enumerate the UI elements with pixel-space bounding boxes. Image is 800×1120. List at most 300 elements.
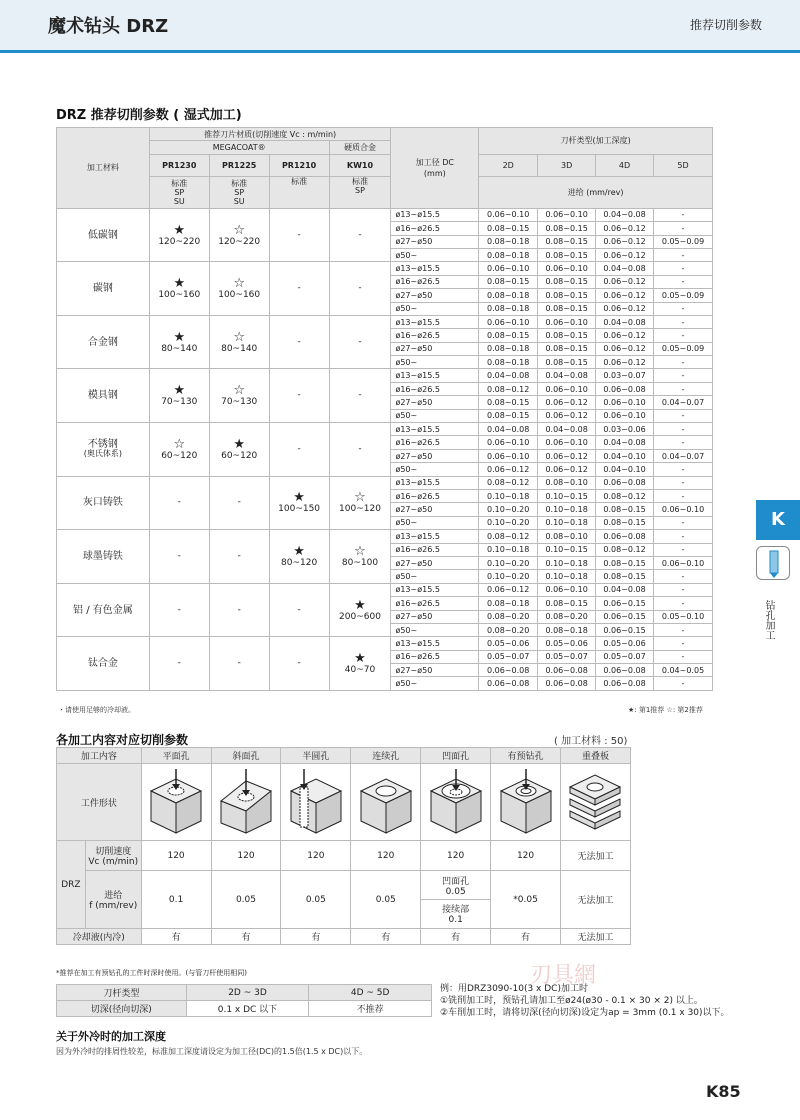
feed-cell: 0.10~0.20 [479,570,538,583]
feed-cell: 0.06~0.12 [596,235,654,248]
diameter-cell: ø13~ø15.5 [391,476,479,489]
speed-cell [209,637,269,691]
speed-value: - [297,336,301,347]
material-label: 灰口铸铁 [82,497,123,509]
grade-sub-pr1210: 标准 [269,176,329,208]
recommendation-star-icon: ☆ [233,329,246,345]
speed-cell [209,262,269,316]
feed-cell: 0.10~0.20 [479,556,538,569]
feed-cell: 0.08~0.15 [479,222,538,235]
material-name [57,530,150,584]
recommendation-star-icon: ☆ [233,276,246,292]
speed-cell [269,315,329,369]
feed-cell-concave [421,871,491,929]
feed-cell: 0.08~0.15 [538,597,596,610]
feed-cell: 0.08~0.20 [479,623,538,636]
material-label: 模具钢 [87,390,118,402]
feed-cell: 0.10~0.15 [538,489,596,502]
feed-cell: 0.06~0.12 [596,302,654,315]
speed-cell: 120 [141,841,211,871]
speed-cell [329,476,391,530]
feed-cell: 0.06~0.10 [538,262,596,275]
header-shank-type: 刀杆类型(加工深度) [479,128,713,155]
recommendation-star-icon: ★ [354,651,366,667]
example-line-2: ①铣削加工时，预钻孔请加工至ø24(ø30 - 0.1 × 30 × 2) 以上。 [440,996,703,1006]
speed-value: - [358,443,362,454]
feed-cell: 0.08~0.15 [479,275,538,288]
speed-cell: 120 [281,841,351,871]
diameter-cell: ø16~ø26.5 [391,382,479,395]
feed-cell: 0.10~0.18 [538,516,596,529]
feed-cell: 0.04~0.08 [596,436,654,449]
material-row [57,208,713,221]
feed-cell: 0.08~0.15 [538,302,596,315]
speed-cell: 120 [491,841,561,871]
cube-continuous-hole-icon [355,767,417,837]
feed-cell: - [654,476,713,489]
feed-cell: 0.05 [351,871,421,929]
feed-cell: 0.08~0.15 [538,248,596,261]
header-section-label: 推荐切削参数 [689,18,762,32]
section-title-applications: 各加工内容对应切削参数 [56,733,189,747]
speed-cell [149,583,209,637]
feed-cell: - [654,208,713,221]
feed-cell: 0.04~0.08 [596,208,654,221]
col-continuous-hole: 连续孔 [351,748,421,764]
feed-cell: 0.06~0.12 [596,356,654,369]
feed-cell: 0.06~0.15 [596,610,654,623]
speed-value: - [297,283,301,294]
speed-value: 100~120 [339,504,381,515]
recommendation-star-icon: ★ [173,329,186,345]
speed-cell [209,530,269,584]
junction-value: 0.1 [448,915,463,925]
page-header [0,0,800,50]
feed-cell: 0.06~0.12 [538,409,596,422]
diameter-cell: ø50~ [391,677,479,690]
speed-cell [149,530,209,584]
speed-value: 60~120 [161,450,198,461]
feed-cell: 0.06~0.08 [538,677,596,690]
feed-cell: 0.08~0.15 [479,329,538,342]
feed-cell: - [654,597,713,610]
feed-cell: 0.08~0.20 [538,610,596,623]
shape-inclined-hole [211,764,281,841]
feed-cell: 0.08~0.20 [479,610,538,623]
shape-half-hole [281,764,351,841]
feed-cell: 0.06~0.10 [479,436,538,449]
feed-cell: - [654,516,713,529]
header-radial-depth: 切深(径向切深) [57,1001,187,1017]
feed-cell: 0.05~0.06 [538,637,596,650]
feed-cell: 0.05~0.07 [538,650,596,663]
coolant-cell: 有 [281,929,351,945]
diameter-cell: ø50~ [391,409,479,422]
material-label: 碳钢 [92,283,113,295]
diameter-cell: ø50~ [391,356,479,369]
feed-cell: 0.08~0.15 [538,222,596,235]
feed-cell: 0.05~0.07 [596,650,654,663]
speed-cell [149,637,209,691]
material-row [57,583,713,596]
material-sublabel: (奥氏体系) [83,449,123,459]
example-line-3: ②车削加工时，请将切深(径向切深)设定为ap = 3mm (0.1 x 30)以下。 [440,1008,730,1018]
feed-cell: 0.03~0.07 [596,369,654,382]
feed-cell: 0.10~0.18 [538,556,596,569]
speed-value: 60~120 [221,450,258,461]
diameter-cell: ø13~ø15.5 [391,315,479,328]
diameter-cell: ø50~ [391,302,479,315]
speed-value: 80~100 [341,557,379,568]
speed-value: - [358,229,362,240]
speed-value: - [297,229,301,240]
diameter-cell: ø16~ø26.5 [391,597,479,610]
grade-pr1225: PR1225 [209,154,269,176]
coolant-cell: 无法加工 [560,929,630,945]
diameter-cell: ø50~ [391,248,479,261]
feed-cell: 0.06~0.08 [596,530,654,543]
feed-cell: - [654,262,713,275]
feed-cell: - [654,248,713,261]
shape-stacked-plate [560,764,630,841]
speed-value: - [358,283,362,294]
coolant-cell: 有 [211,929,281,945]
shape-pre-drilled-hole [491,764,561,841]
feed-cell: 0.04~0.05 [654,664,713,677]
feed-cell: 0.10~0.18 [479,489,538,502]
side-chapter-label: 钻孔加工 [763,600,774,640]
speed-cell [329,369,391,423]
speed-cell [209,476,269,530]
feed-cell: - [654,463,713,476]
feed-cell: 0.06~0.10 [596,396,654,409]
page-number: K85 [706,1082,741,1101]
diameter-cell: ø16~ø26.5 [391,489,479,502]
feed-cell: 0.06~0.08 [479,664,538,677]
feed-cell: 0.08~0.18 [479,597,538,610]
feed-cell: 0.08~0.15 [538,289,596,302]
header-carbide: 硬质合金 [329,141,391,154]
feed-cell: - [654,315,713,328]
diameter-cell: ø50~ [391,463,479,476]
feed-cell: *0.05 [491,871,561,929]
feed-cell: 0.08~0.15 [596,556,654,569]
feed-cell: 0.06~0.12 [596,248,654,261]
feed-cell: 0.06~0.15 [596,597,654,610]
speed-value: 70~130 [161,397,198,408]
depth-3d: 3D [538,154,596,176]
depth-4d: 4D [596,154,654,176]
feed-cell: 0.08~0.12 [596,489,654,502]
feed-cell: 0.08~0.12 [479,476,538,489]
feed-cell: - [654,677,713,690]
feed-cell: 0.10~0.15 [538,543,596,556]
speed-cell [149,423,209,477]
feed-cell: 0.05 [211,871,281,929]
speed-value: - [237,550,241,561]
recommendation-star-icon: ☆ [233,383,246,399]
material-row [57,530,713,543]
speed-value: 100~150 [278,504,321,515]
speed-cell [269,208,329,262]
speed-cell [269,476,329,530]
col-stacked-plate: 重叠板 [560,748,630,764]
speed-value: 100~160 [218,290,261,301]
depth-of-cut-table [56,984,432,1017]
feed-cell: 0.08~0.15 [479,396,538,409]
application-parameters-table [56,747,631,945]
recommendation-star-icon: ☆ [233,222,246,238]
feed-cell: 0.05 [281,871,351,929]
speed-value: 70~130 [221,397,258,408]
diameter-cell: ø50~ [391,570,479,583]
feed-cell: 0.05~0.10 [654,610,713,623]
feed-cell: 0.04~0.10 [596,449,654,462]
coolant-cell: 有 [351,929,421,945]
speed-cell [329,208,391,262]
feed-cell: - [654,436,713,449]
material-label: 钛合金 [87,658,118,670]
feed-cell: 0.06~0.12 [596,275,654,288]
speed-value: - [237,604,241,615]
feed-cell: 0.04~0.08 [479,423,538,436]
diameter-cell: ø13~ø15.5 [391,423,479,436]
col-half-hole: 半圆孔 [281,748,351,764]
feed-cell: - [654,356,713,369]
feed-cell: 0.06~0.12 [596,222,654,235]
coolant-cell: 有 [491,929,561,945]
feed-cell: - [654,222,713,235]
material-label: 铝 / 有色金属 [73,604,133,616]
feed-cell: 0.05~0.09 [654,235,713,248]
star-legend: ★: 第1推荐 ☆: 第2推荐 [628,706,703,714]
feed-cell: 0.10~0.18 [538,503,596,516]
grade-sub-pr1225: 标准 SP SU [209,176,269,208]
feed-cell: 0.08~0.18 [479,356,538,369]
external-coolant-body: 因为外冷时的排屑性较差，标准加工深度请设定为加工径(DC)的1.5倍(1.5 x DC)以下。 [56,1047,368,1056]
speed-cell [209,423,269,477]
header-diameter: 加工径 DC (mm) [391,128,479,209]
cube-pre-drilled-hole-icon [495,767,557,837]
speed-cell [149,315,209,369]
concave-value: 0.05 [445,887,466,897]
example-line-1: 例：用DRZ3090-10(3 x DC)加工时 [440,984,588,994]
feed-cell: 0.06~0.12 [596,289,654,302]
recommendation-star-icon: ★ [173,276,186,292]
header-machining-content: 加工内容 [57,748,142,764]
material-name [57,476,150,530]
feed-cell: 0.10~0.18 [479,543,538,556]
material-row [57,369,713,382]
diameter-cell: ø27~ø50 [391,396,479,409]
coolant-cell: 有 [421,929,491,945]
speed-cell [209,208,269,262]
feed-cell: 0.08~0.15 [596,570,654,583]
speed-value: - [177,658,181,669]
feed-cell: 0.04~0.08 [596,262,654,275]
speed-value: - [237,497,241,508]
feed-cell: 0.05~0.07 [479,650,538,663]
diameter-cell: ø27~ø50 [391,342,479,355]
feed-cell: 0.05~0.06 [479,637,538,650]
material-name [57,262,150,316]
feed-cell: 0.06~0.08 [596,664,654,677]
grade-kw10: KW10 [329,154,391,176]
speed-value: 80~140 [161,343,198,354]
feed-cell: 0.06~0.12 [538,449,596,462]
feed-cell: 0.08~0.10 [538,476,596,489]
feed-cell: 0.03~0.06 [596,423,654,436]
feed-cell: 0.08~0.15 [538,329,596,342]
diameter-cell: ø27~ø50 [391,664,479,677]
material-row [57,423,713,436]
application-material-note: ( 加工材料 : 50) [554,736,628,747]
speed-cell [329,315,391,369]
cube-concave-hole-icon [425,767,487,837]
material-row [57,476,713,489]
material-name [57,583,150,637]
feed-cell: 0.10~0.20 [479,516,538,529]
speed-value: - [297,390,301,401]
feed-cell: 0.08~0.15 [596,503,654,516]
feed-cell: 0.06~0.10 [654,503,713,516]
speed-value: 120~220 [218,236,261,247]
feed-cell: 0.08~0.18 [479,302,538,315]
speed-cell [209,315,269,369]
feed-cell: 0.06~0.08 [479,677,538,690]
feed-cell: 0.06~0.10 [479,449,538,462]
speed-value: - [297,443,301,454]
feed-cell: 0.05~0.09 [654,342,713,355]
feed-cell: - [654,637,713,650]
feed-cell: - [654,302,713,315]
feed-cell: 0.06~0.08 [538,664,596,677]
cube-inclined-hole-icon [215,767,277,837]
header-feed-rate: 进给 f (mm/rev) [85,871,141,929]
feed-cell: 0.06~0.10 [479,208,538,221]
feed-cell: 0.08~0.12 [596,543,654,556]
cube-half-hole-icon [285,767,347,837]
recommended-parameters-table [56,127,713,691]
diameter-cell: ø16~ø26.5 [391,222,479,235]
diameter-cell: ø16~ø26.5 [391,436,479,449]
material-row [57,262,713,275]
feed-cell: 0.10~0.18 [538,570,596,583]
header-insert-grade: 推荐刀片材质(切削速度 Vc : m/min) [149,128,391,141]
header-accent-line [0,50,800,53]
feed-cell: 0.04~0.07 [654,396,713,409]
feed-cell: 0.08~0.15 [479,409,538,422]
coolant-cell: 有 [141,929,211,945]
diameter-cell: ø16~ø26.5 [391,275,479,288]
header-megacoat: MEGACOAT® [149,141,329,154]
feed-cell: 0.06~0.10 [538,436,596,449]
feed-cell: 0.08~0.18 [479,342,538,355]
feed-cell: - [654,650,713,663]
feed-cell: 0.08~0.15 [596,516,654,529]
coolant-advice: ・请使用足够的冷却液。 [58,706,135,714]
header-feed: 进给 (mm/rev) [479,176,713,208]
diameter-cell: ø13~ø15.5 [391,583,479,596]
depth-5d: 5D [654,154,713,176]
feed-cell: 0.06~0.10 [596,409,654,422]
speed-cell [149,262,209,316]
feed-cell: - [654,275,713,288]
value-2d-3d: 0.1 x DC 以下 [186,1001,309,1017]
speed-value: - [358,336,362,347]
recommendation-star-icon: ★ [233,436,246,452]
feed-cell: 0.06~0.10 [654,556,713,569]
shape-flat-hole [141,764,211,841]
depth-2d: 2D [479,154,538,176]
diameter-cell: ø13~ø15.5 [391,369,479,382]
recommendation-star-icon: ★ [293,543,305,559]
material-name [57,315,150,369]
shape-continuous-hole [351,764,421,841]
feed-cell: 0.04~0.08 [538,369,596,382]
speed-cell [149,369,209,423]
feed-cell: 0.06~0.12 [596,329,654,342]
header-shank: 刀杆类型 [57,985,187,1001]
feed-cell: - [654,423,713,436]
feed-cell: 0.08~0.18 [479,248,538,261]
header-material: 加工材料 [57,128,150,209]
feed-cell: 0.06~0.10 [538,583,596,596]
speed-cell [329,530,391,584]
speed-cell [269,262,329,316]
speed-value: 80~120 [281,557,318,568]
feed-cell: 0.04~0.10 [596,463,654,476]
speed-value: - [297,658,301,669]
junction-label: 接续部 [442,905,470,915]
feed-cell: 0.08~0.18 [479,235,538,248]
diameter-cell: ø27~ø50 [391,556,479,569]
feed-cell: - [654,409,713,422]
col-pre-drilled-hole: 有预钻孔 [491,748,561,764]
feed-cell: 0.08~0.10 [538,530,596,543]
diameter-cell: ø16~ø26.5 [391,650,479,663]
material-label: 不锈钢 [87,439,118,451]
feed-cell: 0.06~0.10 [479,262,538,275]
speed-value: - [297,604,301,615]
recommendation-star-icon: ☆ [354,490,366,506]
diameter-cell: ø13~ø15.5 [391,530,479,543]
speed-cell: 无法加工 [560,841,630,871]
feed-cell: 0.08~0.12 [479,530,538,543]
feed-cell: 0.04~0.08 [596,583,654,596]
speed-cell [269,423,329,477]
speed-value: - [177,604,181,615]
feed-cell: 0.06~0.12 [479,583,538,596]
speed-cell: 120 [351,841,421,871]
speed-value: 100~160 [158,290,201,301]
value-4d-5d: 不推荐 [309,1001,432,1017]
material-label: 低碳钢 [87,229,118,241]
speed-cell [209,583,269,637]
feed-cell: - [654,623,713,636]
feed-cell: - [654,543,713,556]
material-name [57,637,150,691]
speed-value: 200~600 [339,611,381,622]
example-box [440,983,730,1019]
chapter-tab-k[interactable]: K [756,500,800,540]
cube-flat-hole-icon [145,767,207,837]
diameter-cell: ø13~ø15.5 [391,262,479,275]
header-coolant: 冷却液(内冷) [57,929,142,945]
diameter-cell: ø13~ø15.5 [391,637,479,650]
speed-cell [269,530,329,584]
feed-cell: 0.06~0.12 [538,396,596,409]
